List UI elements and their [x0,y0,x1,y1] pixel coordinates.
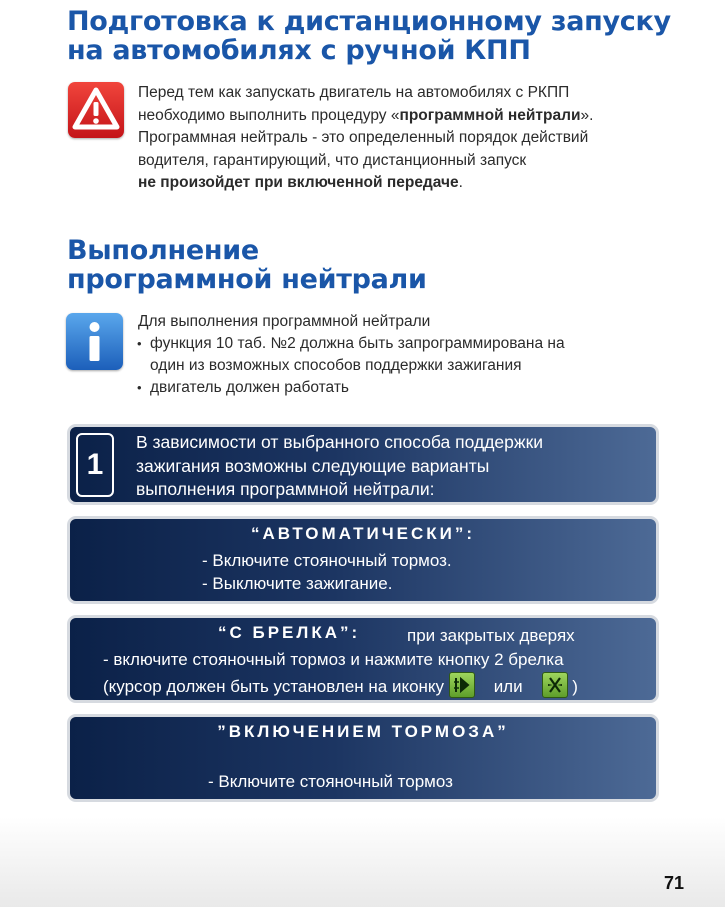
section-title-manual-transmission [67,7,671,65]
requirements-list [138,333,658,399]
intro-text-1: Перед тем как запускать двигатель на автомобилях с РКПП [138,84,570,101]
intro-line [138,105,698,128]
intro-text-2c: ». [580,106,594,124]
option-brake-line1: - Включите стояночный тормоз [208,772,453,791]
intro-emphasis-neutral: программной нейтрали [399,106,581,124]
option-automatic-line2: - Выключите зажигание. [202,574,393,593]
intro-line [138,127,698,150]
intro-text [138,82,698,195]
option-brake-panel [67,714,659,802]
option-fob-line2-text: (курсор должен быть установлен на иконку [103,677,445,696]
requirements-block [138,311,658,399]
car-start-icon [449,672,475,698]
intro-line [138,172,698,195]
step-1-line: В зависимости от выбранного способа поддержки [136,432,544,452]
option-automatic-line1: - Включите стояночный тормоз. [202,551,452,570]
page-number: 71 [663,873,684,893]
info-icon [66,313,123,370]
step-1-line: выполнения программной нейтрали: [136,479,435,499]
option-fob-or: или [493,677,523,696]
step-1-text [136,431,646,502]
step-number-badge: 1 [76,433,114,497]
option-automatic-panel [67,516,659,604]
bullet-text-continued: один из возможных способов поддержки зажигания [150,357,522,374]
bullet-text: функция 10 таб. №2 должна быть запрограммирована на [150,335,565,352]
option-fob-panel [67,615,659,703]
option-fob-line1: - включите стояночный тормоз и нажмите кнопку 2 брелка [103,650,564,669]
requirements-lead: Для выполнения программной нейтрали [138,313,431,330]
step-1-panel [67,424,659,505]
section-title-program-neutral [67,236,427,294]
section-title-line1: Выполнение [67,235,259,266]
option-fob-title: “С БРЕЛКА”: [218,623,361,642]
intro-text-4: водителя, гарантирующий, что дистанционный запуск [138,151,527,169]
option-fob-line2 [103,672,578,698]
warning-icon [68,82,124,138]
intro-line [138,150,698,173]
list-item [138,333,658,377]
option-fob-condition: при закрытых дверях [407,626,575,645]
option-fob-line2-end: ) [572,677,578,696]
intro-text-5b: . [458,174,463,192]
intro-line [138,82,698,105]
car-stop-icon [542,672,568,698]
intro-text-2a: необходимо выполнить процедуру « [138,106,400,124]
bullet-text: двигатель должен работать [150,379,349,396]
option-brake-title: ”ВКЛЮЧЕНИЕМ ТОРМОЗА” [217,722,509,741]
page-footer-shade [0,817,725,907]
intro-emphasis-gear: не произойдет при включенной передаче [138,174,459,192]
list-item [138,377,658,399]
intro-text-3: Программная нейтраль - это определенный порядок действий [138,129,589,147]
option-automatic-title: “АВТОМАТИЧЕСКИ”: [250,524,476,543]
section-title-line1: Подготовка к дистанционному запуску [67,6,671,37]
section-title-line2: программной нейтрали [67,264,427,295]
section-title-line2: на автомобилях с ручной КПП [67,35,531,66]
step-1-line: зажигания возможны следующие варианты [136,455,490,476]
